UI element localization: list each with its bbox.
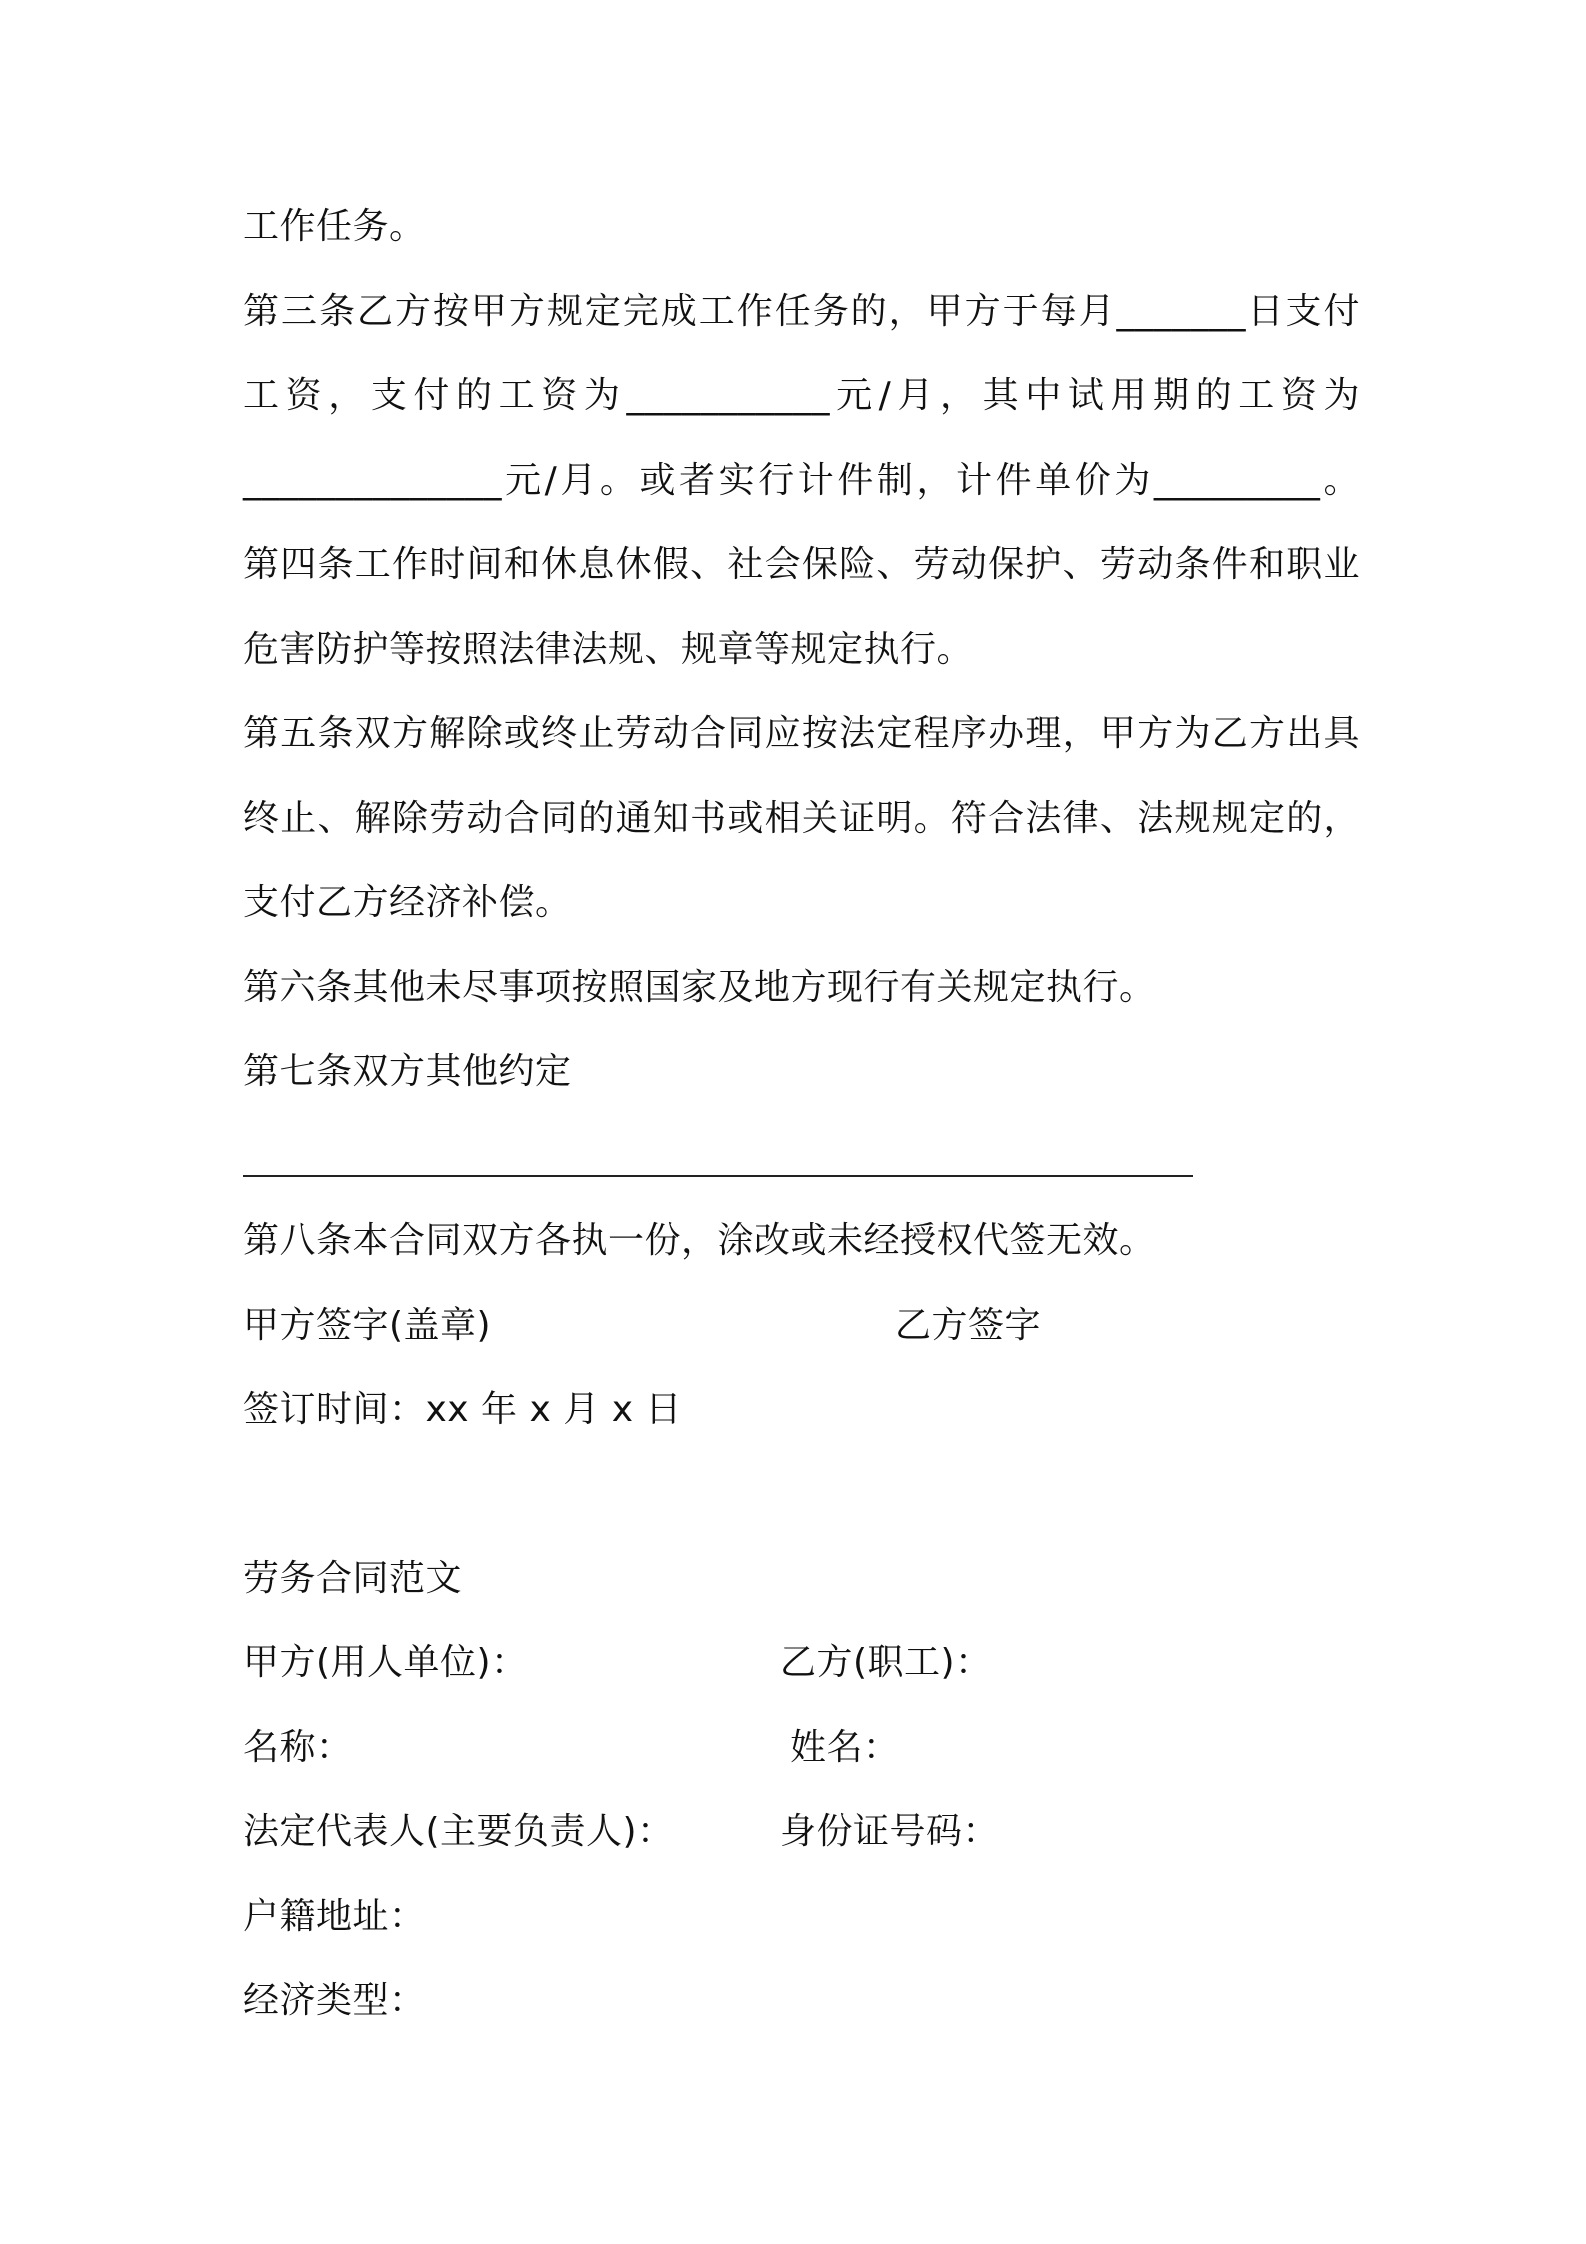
id-number-label: 身份证号码： [780, 1811, 1000, 1852]
legal-representative-label: 法定代表人(主要负责人)： [243, 1811, 674, 1852]
fill-in-blank-line [243, 1175, 1193, 1177]
clause-7: 第七条双方其他约定 [243, 1051, 572, 1092]
document-page [243, 0, 1363, 2244]
name-label: 名称： [243, 1727, 353, 1768]
signing-date: 签订时间：xx 年 x 月 x 日 [243, 1389, 682, 1430]
text-line: 工作任务。 [243, 206, 426, 247]
clause-8: 第八条本合同双方各执一份，涂改或未经授权代签无效。 [243, 1220, 1156, 1261]
party-a-employer-label: 甲方(用人单位)： [243, 1642, 528, 1683]
person-name-label: 姓名： [790, 1727, 900, 1768]
clause-5-line-3: 支付乙方经济补偿。 [243, 882, 572, 923]
clause-4-line-2: 危害防护等按照法律法规、规章等规定执行。 [243, 629, 974, 670]
economic-type-label: 经济类型： [243, 1980, 426, 2021]
clause-3-line-2: 工资，支付的工资为___________元/月，其中试用期的工资为 [243, 375, 1360, 416]
clause-6: 第六条其他未尽事项按照国家及地方现行有关规定执行。 [243, 967, 1156, 1008]
clause-3-line-1: 第三条乙方按甲方规定完成工作任务的，甲方于每月_______日支付 [243, 291, 1360, 332]
clause-4-line-1: 第四条工作时间和休息休假、社会保险、劳动保护、劳动条件和职业 [243, 544, 1360, 585]
party-b-employee-label: 乙方(职工)： [780, 1642, 992, 1683]
party-a-signature-label: 甲方签字(盖章) [243, 1305, 492, 1346]
clause-5-line-2: 终止、解除劳动合同的通知书或相关证明。符合法律、法规规定的， [243, 798, 1360, 839]
clause-3-line-3: ______________元/月。或者实行计件制，计件单价为_________。 [243, 460, 1360, 501]
household-address-label: 户籍地址： [243, 1896, 426, 1937]
clause-5-line-1: 第五条双方解除或终止劳动合同应按法定程序办理，甲方为乙方出具 [243, 713, 1360, 754]
second-contract-title: 劳务合同范文 [243, 1558, 463, 1599]
party-b-signature-label: 乙方签字 [895, 1305, 1042, 1346]
